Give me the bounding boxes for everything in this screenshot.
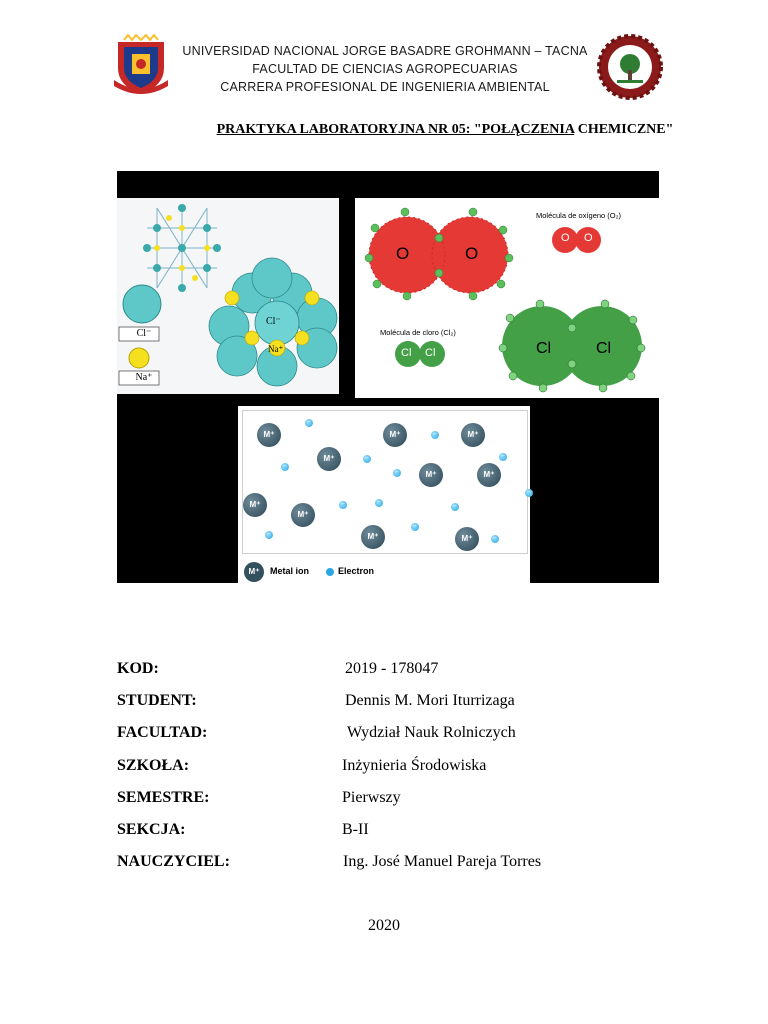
chloride-legend-label: Cl⁻	[136, 328, 152, 339]
info-key: FACULTAD:	[117, 724, 208, 741]
info-key: STUDENT:	[117, 692, 197, 709]
info-key: NAUCZYCIEL:	[117, 853, 230, 870]
header-career: CARRERA PROFESIONAL DE INGENIERIA AMBIENTAL	[220, 80, 550, 94]
metal-ion: M⁺	[383, 423, 407, 447]
electron: −	[265, 531, 273, 539]
chlorine-symbol-left: Cl	[536, 340, 552, 357]
header-university: UNIVERSIDAD NACIONAL JORGE BASADRE GROHMANN – TACNA	[182, 44, 588, 58]
metallic-lattice-box	[242, 410, 531, 554]
chlorine-symbol-right: Cl	[596, 340, 612, 357]
info-row	[117, 724, 677, 748]
info-row	[117, 853, 677, 877]
chloride-center-label: Cl⁻	[266, 316, 281, 327]
electron: −	[451, 503, 459, 511]
header-faculty: FACULTAD DE CIENCIAS AGROPECUARIAS	[252, 62, 518, 76]
info-key: KOD:	[117, 660, 159, 677]
info-value: Dennis M. Mori Iturrizaga	[345, 692, 515, 709]
sodium-center-label: Na⁺	[268, 344, 284, 354]
metal-ion: M⁺	[361, 525, 385, 549]
chlorine-small-left: Cl	[401, 347, 412, 359]
metal-ion: M⁺	[419, 463, 443, 487]
info-value: Ing. José Manuel Pareja Torres	[343, 853, 542, 870]
electron: −	[281, 463, 289, 471]
info-row	[117, 692, 677, 716]
electron: −	[375, 499, 383, 507]
legend-metal-ion-icon: M⁺	[244, 562, 264, 582]
info-row	[117, 757, 677, 781]
metal-ion: M⁺	[477, 463, 501, 487]
electron: −	[411, 523, 419, 531]
info-value: B-II	[342, 821, 369, 838]
metal-ion: M⁺	[317, 447, 341, 471]
electron: −	[339, 501, 347, 509]
metal-ion: M⁺	[243, 493, 267, 517]
title-underlined: PRAKTYKA LABORATORYJNA NR 05: "POŁĄCZENIA	[216, 122, 575, 137]
electron: −	[393, 469, 401, 477]
oxygen-small-right: O	[584, 232, 593, 244]
metal-ion: M⁺	[461, 423, 485, 447]
info-key: SZKOŁA:	[117, 757, 190, 774]
sodium-legend-label: Na⁺	[135, 372, 153, 383]
metal-ion: M⁺	[291, 503, 315, 527]
info-value: Wydział Nauk Rolniczych	[347, 724, 516, 741]
info-row	[117, 660, 677, 684]
info-value: Pierwszy	[342, 789, 401, 806]
oxygen-symbol-left: O	[396, 244, 410, 263]
electron: −	[363, 455, 371, 463]
metal-ion: M⁺	[455, 527, 479, 551]
document-year: 2020	[368, 917, 400, 934]
ionic-bond-image	[117, 198, 339, 394]
info-key: SEKCJA:	[117, 821, 186, 838]
electron: −	[491, 535, 499, 543]
info-row	[117, 789, 677, 813]
legend-electron-icon	[326, 568, 334, 576]
chlorine-caption: Molécula de cloro (Cl₂)	[380, 328, 456, 337]
oxygen-small-left: O	[561, 232, 570, 244]
info-value: 2019 - 178047	[345, 660, 439, 677]
info-value: Inżynieria Środowiska	[342, 757, 487, 774]
oxygen-caption: Molécula de oxígeno (O₂)	[536, 211, 622, 220]
title-rest: CHEMICZNE"	[574, 122, 674, 137]
oxygen-symbol-right: O	[465, 244, 479, 263]
document-title	[150, 122, 740, 138]
electron: −	[431, 431, 439, 439]
legend-metal-ion-label: Metal ion	[270, 566, 310, 576]
info-row	[117, 821, 677, 845]
electron: −	[305, 419, 313, 427]
covalent-bond-image	[355, 198, 659, 398]
electron: −	[499, 453, 507, 461]
metal-ion: M⁺	[257, 423, 281, 447]
info-key: SEMESTRE:	[117, 789, 210, 806]
metallic-bond-image	[238, 406, 530, 583]
legend-electron-label: Electron	[338, 566, 375, 576]
chlorine-small-right: Cl	[425, 347, 436, 359]
electron: −	[525, 489, 533, 497]
